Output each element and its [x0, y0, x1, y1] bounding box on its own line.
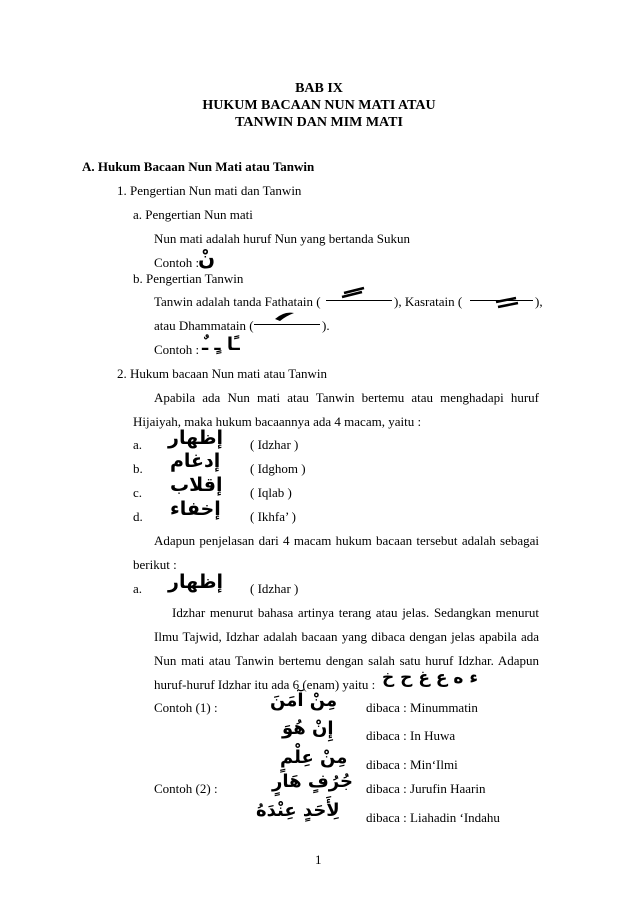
- item1a-example-label: Contoh :: [154, 255, 200, 270]
- example1-reading-1: dibaca : Minummatin: [366, 700, 478, 715]
- examples1-label: Contoh (1) :: [154, 700, 218, 715]
- item2-intro-line1: Apabila ada Nun mati atau Tanwin bertemu atau menghadapi huruf: [154, 390, 539, 405]
- idzhar-para-line2: Ilmu Tajwid, Idzhar adalah bacaan yang dibaca dengan jelas apabila ada: [154, 629, 539, 644]
- dhammatain-blank-line: [254, 324, 320, 325]
- item1b-desc-part2: ), Kasratain (: [394, 294, 463, 309]
- nun-sukun-arabic: نْ: [198, 246, 216, 270]
- idzhar-letter: a.: [133, 581, 143, 596]
- example1-reading-3: dibaca : Min‘Ilmi: [366, 757, 458, 772]
- item1a-desc: Nun mati adalah huruf Nun yang bertanda Sukun: [154, 231, 410, 246]
- idzhar-letters-arabic: ء ه ع غ ح خ: [382, 668, 479, 688]
- list-name-c: ( Iqlab ): [250, 485, 292, 500]
- item1b-desc-part3: ),: [535, 294, 543, 309]
- ikhfa-arabic: إخفاء: [170, 498, 221, 520]
- chapter-label: BAB IX: [295, 81, 343, 96]
- example1-arabic-3: مِنْ عِلْمٍ: [280, 747, 348, 768]
- idzhar-arabic: إظهار: [168, 427, 224, 449]
- item1a-label: a. Pengertian Nun mati: [133, 207, 253, 222]
- example2-arabic-1: جُرُفٍ هَارٍ: [272, 771, 353, 792]
- list-letter-c: c.: [133, 485, 143, 500]
- list-name-d: ( Ikhfa’ ): [250, 509, 296, 524]
- list-letter-a: a.: [133, 437, 143, 452]
- list-letter-d: d.: [133, 509, 143, 524]
- idghom-arabic: إدغام: [170, 450, 221, 472]
- item1-label: 1. Pengertian Nun mati dan Tanwin: [117, 183, 302, 198]
- idzhar-para-line1: Idzhar menurut bahasa artinya terang atau jelas. Sedangkan menurut: [172, 605, 539, 620]
- page-number: 1: [315, 852, 322, 867]
- list-name-b: ( Idghom ): [250, 461, 306, 476]
- examples2-label: Contoh (2) :: [154, 781, 218, 796]
- kasratain-mark: [492, 296, 522, 310]
- tanwin-example-arabic: ـًا ـٍ ـٌ: [202, 334, 240, 355]
- example2-arabic-2: لِأَحَدٍ عِنْدَهُ: [256, 800, 340, 821]
- list-name-a: ( Idzhar ): [250, 437, 299, 452]
- chapter-title-line1: HUKUM BACAAN NUN MATI ATAU: [202, 98, 436, 113]
- example2-reading-1: dibaca : Jurufin Haarin: [366, 781, 486, 796]
- list-letter-b: b.: [133, 461, 143, 476]
- chapter-title-line2: TANWIN DAN MIM MATI: [235, 115, 403, 130]
- idzhar-detail-name: ( Idzhar ): [250, 581, 299, 596]
- example1-arabic-1: مِنْ آمَنَ: [270, 690, 338, 711]
- idzhar-para-line3: Nun mati atau Tanwin bertemu dengan salah satu huruf Idzhar. Adapun: [154, 653, 539, 668]
- example2-reading-2: dibaca : Liahadin ‘Indahu: [366, 810, 500, 825]
- item1b-desc-part4: atau Dhammatain (: [154, 318, 254, 333]
- item2-intro-line2: Hijaiyah, maka hukum bacaannya ada 4 macam, yaitu :: [133, 414, 422, 429]
- item2-label: 2. Hukum bacaan Nun mati atau Tanwin: [117, 366, 328, 381]
- item1b-example-label: Contoh :: [154, 342, 200, 357]
- fathatain-blank-line: [326, 300, 392, 301]
- example1-reading-2: dibaca : In Huwa: [366, 728, 456, 743]
- item1b-desc-part1: Tanwin adalah tanda Fathatain (: [154, 294, 321, 309]
- dhammatain-mark: [272, 309, 298, 323]
- explain-line1: Adapun penjelasan dari 4 macam hukum bacaan tersebut adalah sebagai: [154, 533, 539, 548]
- item1b-label: b. Pengertian Tanwin: [133, 271, 244, 286]
- idzhar-para-line4: huruf-huruf Idzhar itu ada 6 (enam) yaitu :: [154, 677, 376, 692]
- idzhar-detail-arabic: إظهار: [168, 571, 224, 593]
- example1-arabic-2: إِنْ هُوَ: [282, 718, 334, 739]
- section-a-heading: A. Hukum Bacaan Nun Mati atau Tanwin: [82, 159, 315, 174]
- item1b-desc-part5: ).: [322, 318, 330, 333]
- iqlab-arabic: إقلاب: [170, 474, 223, 496]
- fathatain-mark: [338, 285, 368, 299]
- explain-line2: berikut :: [133, 557, 177, 572]
